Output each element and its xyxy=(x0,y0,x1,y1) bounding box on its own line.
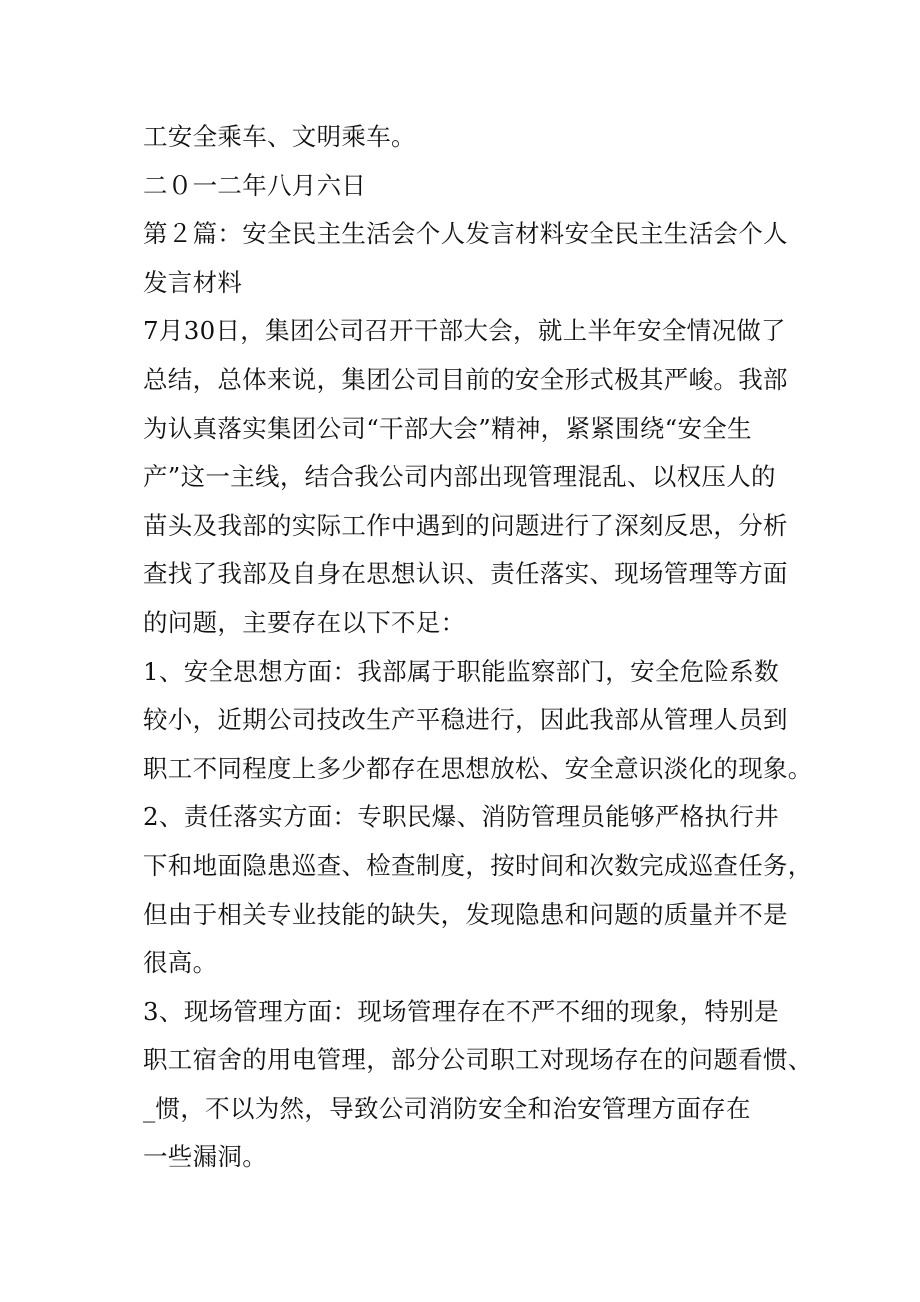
text-line: 很高。 xyxy=(143,948,218,978)
list-item-1: 1、安全思想方面：我部属于职能监察部门，安全危险系数 xyxy=(143,656,779,686)
text-line: 职工宿舍的用电管理，部分公司职工对现场存在的问题看惯、 xyxy=(143,1045,813,1075)
text-line: _惯，不以为然，导致公司消防安全和治安管理方面存在 xyxy=(143,1093,751,1123)
section-heading: 第２篇：安全民主生活会个人发言材料安全民主生活会个人 xyxy=(143,219,788,249)
text-line: 工安全乘车、文明乘车。 xyxy=(143,122,416,151)
list-item-2: 2、责任落实方面：专职民爆、消防管理员能够严格执行井 xyxy=(143,802,779,832)
section-heading-continued: 发言材料 xyxy=(143,267,243,297)
text-line: 总结，总体来说，集团公司目前的安全形式极其严峻。我部 xyxy=(143,364,788,394)
text-line: 职工不同程度上多少都存在思想放松、安全意识淡化的现象。 xyxy=(143,753,813,783)
text-line: 较小，近期公司技改生产平稳进行，因此我部从管理人员到 xyxy=(143,705,788,735)
text-line: 苗头及我部的实际工作中遇到的问题进行了深刻反思，分析 xyxy=(143,510,788,540)
text-line: 产”这一主线，结合我公司内部出现管理混乱、以权压人的 xyxy=(143,462,776,492)
text-line: 但由于相关专业技能的缺失，发现隐患和问题的质量并不是 xyxy=(143,899,788,929)
text-line: 下和地面隐患巡查、检查制度，按时间和次数完成巡查任务， xyxy=(143,850,813,880)
list-item-3: 3、现场管理方面：现场管理存在不严不细的现象，特别是 xyxy=(143,996,779,1026)
text-line: 的问题，主要存在以下不足： xyxy=(143,607,466,637)
document-body xyxy=(143,113,813,1182)
date-line: 二０一二年八月六日 xyxy=(143,170,367,200)
text-line: 查找了我部及自身在思想认识、责任落实、现场管理等方面 xyxy=(143,559,788,589)
text-line: 一些漏洞。 xyxy=(143,1142,267,1172)
text-line: 为认真落实集团公司“干部大会”精神，紧紧围绕“安全生 xyxy=(143,413,752,443)
text-line: 7月30日，集团公司召开干部大会，就上半年安全情况做了 xyxy=(143,316,786,346)
